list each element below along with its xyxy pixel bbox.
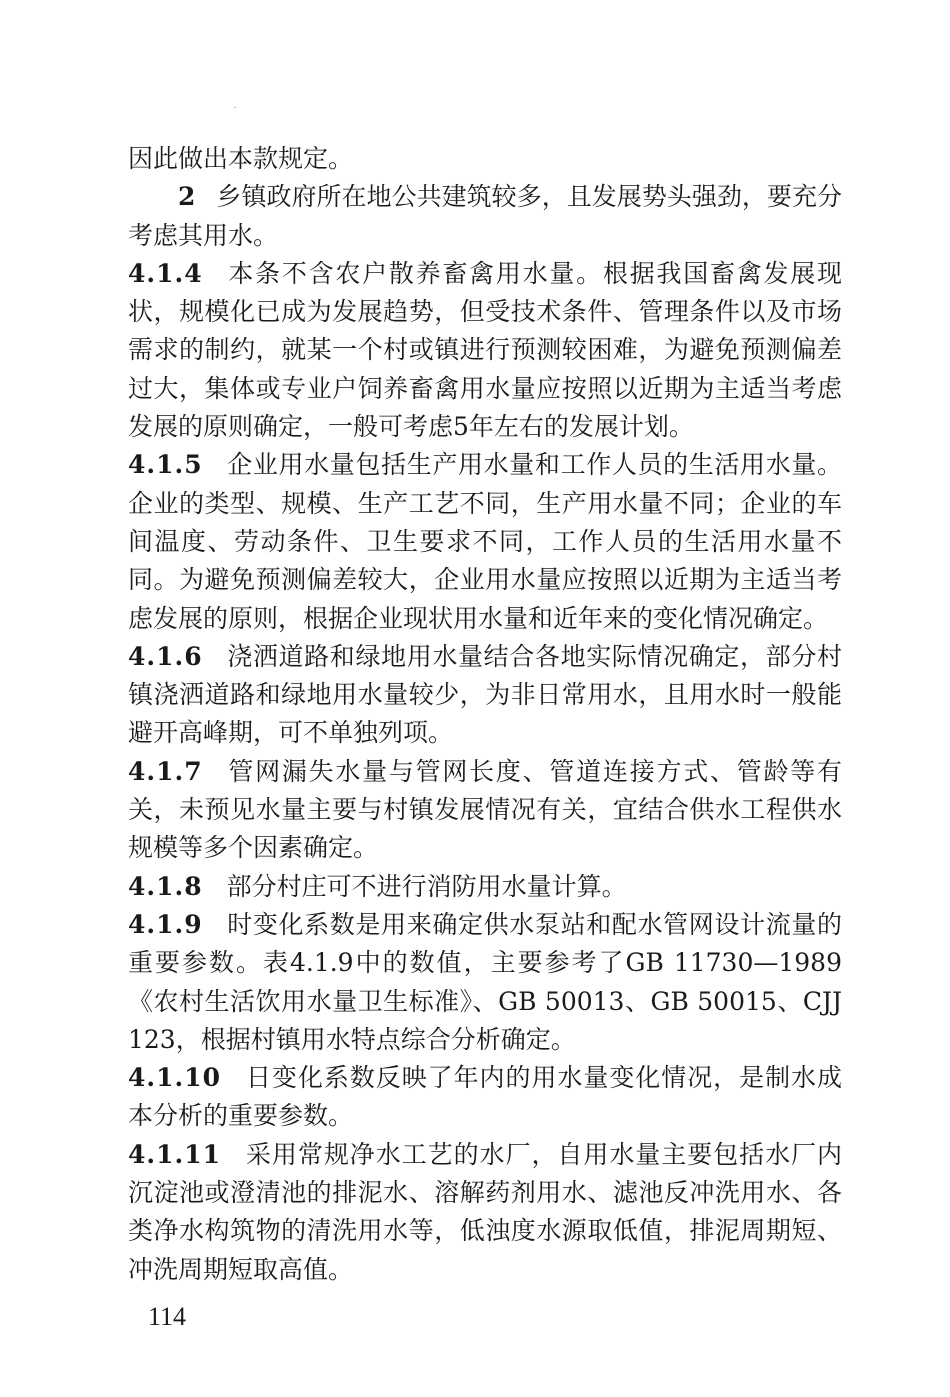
paragraph-text: 浇洒道路和绿地用水量结合各地实际情况确定，部分村镇浇洒道路和绿地用水量较少，为非日常用水，且用水时一般能避开高峰期，可不单独列项。 <box>128 641 842 748</box>
paragraph-text: 企业用水量包括生产用水量和工作人员的生活用水量。企业的类型、规模、生产工艺不同，生产用水量不同；企业的车间温度、劳动条件、卫生要求不同，工作人员的生活用水量不同。为避免预测偏差较大，企业用水量应按照以近期为主适当考虑发展的原则，根据企业现状用水量和近年来的变化情况确定。 <box>128 450 842 633</box>
clause-number: 4.1.8 <box>128 871 203 901</box>
paragraph-4-1-4 <box>128 255 842 446</box>
clause-number: 4.1.10 <box>128 1063 221 1093</box>
paragraph-item-2 <box>128 178 842 255</box>
clause-number: 4.1.5 <box>128 450 203 480</box>
scan-speck <box>234 107 236 108</box>
clause-number: 4.1.7 <box>128 756 203 786</box>
clause-number: 4.1.4 <box>128 258 203 288</box>
paragraph-text: 时变化系数是用来确定供水泵站和配水管网设计流量的重要参数。表4.1.9中的数值，主要参考了GB 11730—1989《农村生活饮用水量卫生标准》、GB 50013、GB 50015、CJJ 123，根据村镇用水特点综合分析确定。 <box>128 909 842 1054</box>
clause-number: 4.1.9 <box>128 909 203 939</box>
page-number: 114 <box>148 1302 187 1331</box>
paragraph-4-1-6 <box>128 638 842 753</box>
clause-number: 4.1.6 <box>128 641 203 671</box>
paragraph-text: 因此做出本款规定。 <box>128 144 354 173</box>
paragraph-4-1-10 <box>128 1059 842 1136</box>
paragraph-continuation <box>128 140 842 178</box>
body-text <box>128 140 842 1289</box>
paragraph-text: 部分村庄可不进行消防用水量计算。 <box>226 871 627 901</box>
paragraph-text: 采用常规净水工艺的水厂，自用水量主要包括水厂内沉淀池或澄清池的排泥水、溶解药剂用水、滤池反冲洗用水、各类净水构筑物的清洗用水等，低浊度水源取低值，排泥周期短、冲洗周期短取高值。 <box>128 1139 842 1284</box>
paragraph-text: 管网漏失水量与管网长度、管道连接方式、管龄等有关，未预见水量主要与村镇发展情况有关，宜结合供水工程供水规模等多个因素确定。 <box>128 756 842 863</box>
paragraph-4-1-11 <box>128 1136 842 1289</box>
paragraph-4-1-9 <box>128 906 842 1059</box>
paragraph-4-1-7 <box>128 753 842 868</box>
paragraph-4-1-8 <box>128 868 842 906</box>
clause-number: 4.1.11 <box>128 1139 221 1169</box>
paragraph-text: 乡镇政府所在地公共建筑较多，且发展势头强劲，要充分考虑其用水。 <box>128 182 842 250</box>
paragraph-4-1-5 <box>128 446 842 637</box>
paragraph-text: 本条不含农户散养畜禽用水量。根据我国畜禽发展现状，规模化已成为发展趋势，但受技术条件、管理条件以及市场需求的制约，就某一个村或镇进行预测较困难，为避免预测偏差过大，集体或专业户饲养畜禽用水量应按照以近期为主适当考虑发展的原则确定，一般可考虑5年左右的发展计划。 <box>128 258 842 442</box>
paragraph-text: 日变化系数反映了年内的用水量变化情况，是制水成本分析的重要参数。 <box>128 1063 842 1131</box>
clause-number: 2 <box>178 182 197 212</box>
